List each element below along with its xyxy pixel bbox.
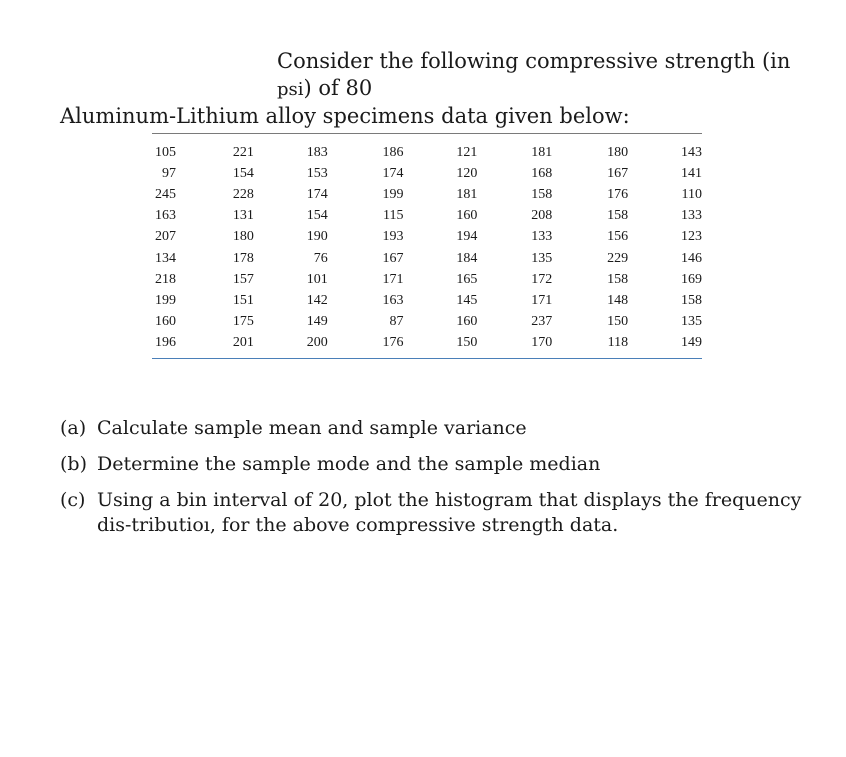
table-cell: 158 bbox=[531, 186, 553, 202]
table-cell: 218 bbox=[154, 271, 176, 287]
table-cell: 171 bbox=[382, 271, 404, 287]
table-cell: 141 bbox=[681, 165, 702, 181]
table-cell: 174 bbox=[382, 165, 404, 181]
table-cell: 150 bbox=[607, 314, 629, 330]
table-cell: 146 bbox=[681, 250, 702, 266]
question-a bbox=[60, 416, 820, 441]
table-cell: 101 bbox=[306, 271, 328, 287]
table-cell: 160 bbox=[456, 208, 478, 224]
table-cell: 156 bbox=[607, 229, 629, 245]
table-cell: 245 bbox=[154, 186, 176, 202]
table-cell: 171 bbox=[531, 292, 553, 308]
intro-text-post: ) of 80 bbox=[303, 76, 373, 100]
table-body bbox=[152, 142, 702, 354]
table-cell: 169 bbox=[681, 271, 702, 287]
table-cell: 158 bbox=[681, 292, 702, 308]
table-cell: 158 bbox=[607, 208, 629, 224]
table-cell: 163 bbox=[382, 292, 404, 308]
table-cell: 133 bbox=[531, 229, 553, 245]
table-cell: 150 bbox=[456, 335, 478, 351]
table-cell: 194 bbox=[456, 229, 478, 245]
table-cell: 196 bbox=[154, 335, 176, 351]
question-text: Calculate sample mean and sample variance bbox=[97, 417, 527, 439]
table-cell: 131 bbox=[232, 208, 254, 224]
table-cell: 163 bbox=[154, 208, 176, 224]
table-cell: 133 bbox=[681, 208, 702, 224]
table-row bbox=[152, 184, 702, 205]
strength-table bbox=[152, 142, 702, 354]
table-cell: 160 bbox=[456, 314, 478, 330]
table-cell: 207 bbox=[154, 229, 176, 245]
table-cell: 154 bbox=[306, 208, 328, 224]
table-cell: 115 bbox=[383, 208, 404, 224]
table-cell: 149 bbox=[681, 335, 702, 351]
table-cell: 180 bbox=[607, 144, 629, 160]
table-cell: 123 bbox=[681, 229, 702, 245]
table-cell: 142 bbox=[306, 292, 328, 308]
table-cell: 181 bbox=[456, 186, 478, 202]
table-cell: 154 bbox=[232, 165, 254, 181]
table-cell: 170 bbox=[531, 335, 553, 351]
table-cell: 221 bbox=[232, 144, 254, 160]
table-cell: 149 bbox=[306, 314, 328, 330]
intro-text-pre: Consider the following compressive strength (in bbox=[277, 49, 791, 73]
table-cell: 87 bbox=[389, 314, 404, 330]
table-cell: 160 bbox=[154, 314, 176, 330]
table-cell: 168 bbox=[531, 165, 553, 181]
table-cell: 105 bbox=[154, 144, 176, 160]
intro-line-2: Aluminum-Lithium alloy specimens data given below: bbox=[60, 104, 630, 128]
table-cell: 157 bbox=[232, 271, 254, 287]
table-cell: 229 bbox=[607, 250, 629, 266]
table-cell: 208 bbox=[531, 208, 553, 224]
table-cell: 135 bbox=[681, 314, 702, 330]
table-cell: 175 bbox=[232, 314, 254, 330]
table-cell: 121 bbox=[456, 144, 478, 160]
table-cell: 183 bbox=[306, 144, 328, 160]
question-list bbox=[60, 416, 820, 549]
table-cell: 186 bbox=[382, 144, 404, 160]
problem-intro bbox=[60, 48, 820, 130]
table-cell: 97 bbox=[161, 165, 176, 181]
table-row bbox=[152, 333, 702, 354]
table-cell: 134 bbox=[154, 250, 176, 266]
table-cell: 199 bbox=[154, 292, 176, 308]
table-cell: 174 bbox=[306, 186, 328, 202]
table-cell: 165 bbox=[456, 271, 478, 287]
table-cell: 145 bbox=[456, 292, 478, 308]
table-cell: 135 bbox=[531, 250, 553, 266]
table-cell: 176 bbox=[382, 335, 404, 351]
table-cell: 167 bbox=[382, 250, 404, 266]
table-cell: 228 bbox=[232, 186, 254, 202]
table-cell: 184 bbox=[456, 250, 478, 266]
question-label: (b) bbox=[60, 453, 87, 475]
table-cell: 76 bbox=[313, 250, 328, 266]
table-cell: 199 bbox=[382, 186, 404, 202]
table-cell: 237 bbox=[531, 314, 553, 330]
table-cell: 118 bbox=[607, 335, 629, 351]
table-cell: 153 bbox=[306, 165, 328, 181]
table-cell: 176 bbox=[607, 186, 629, 202]
question-text: Using a bin interval of 20, plot the histogram that displays the frequency dis-tributioı, for the above compressive strength data. bbox=[97, 489, 802, 536]
table-cell: 120 bbox=[456, 165, 478, 181]
table-cell: 172 bbox=[531, 271, 553, 287]
table-row bbox=[152, 312, 702, 333]
table-cell: 200 bbox=[306, 335, 328, 351]
table-row bbox=[152, 163, 702, 184]
table-cell: 151 bbox=[232, 292, 254, 308]
table-row bbox=[152, 269, 702, 290]
table-cell: 148 bbox=[607, 292, 629, 308]
intro-unit: psi bbox=[277, 79, 304, 100]
table-cell: 193 bbox=[382, 229, 404, 245]
table-cell: 110 bbox=[681, 186, 702, 202]
table-cell: 143 bbox=[681, 144, 702, 160]
question-label: (c) bbox=[60, 489, 86, 511]
question-label: (a) bbox=[60, 417, 87, 439]
table-cell: 190 bbox=[306, 229, 328, 245]
table-cell: 181 bbox=[531, 144, 553, 160]
table-cell: 180 bbox=[232, 229, 254, 245]
intro-line-1 bbox=[60, 48, 820, 103]
table-row bbox=[152, 227, 702, 248]
table-cell: 158 bbox=[607, 271, 629, 287]
question-text: Determine the sample mode and the sample median bbox=[97, 453, 601, 475]
question-c bbox=[60, 488, 820, 538]
data-table bbox=[152, 133, 702, 359]
table-row bbox=[152, 206, 702, 227]
table-row bbox=[152, 142, 702, 163]
table-cell: 178 bbox=[232, 250, 254, 266]
table-cell: 167 bbox=[607, 165, 629, 181]
table-cell: 201 bbox=[232, 335, 254, 351]
question-b bbox=[60, 452, 820, 477]
table-row bbox=[152, 248, 702, 269]
table-row bbox=[152, 290, 702, 311]
